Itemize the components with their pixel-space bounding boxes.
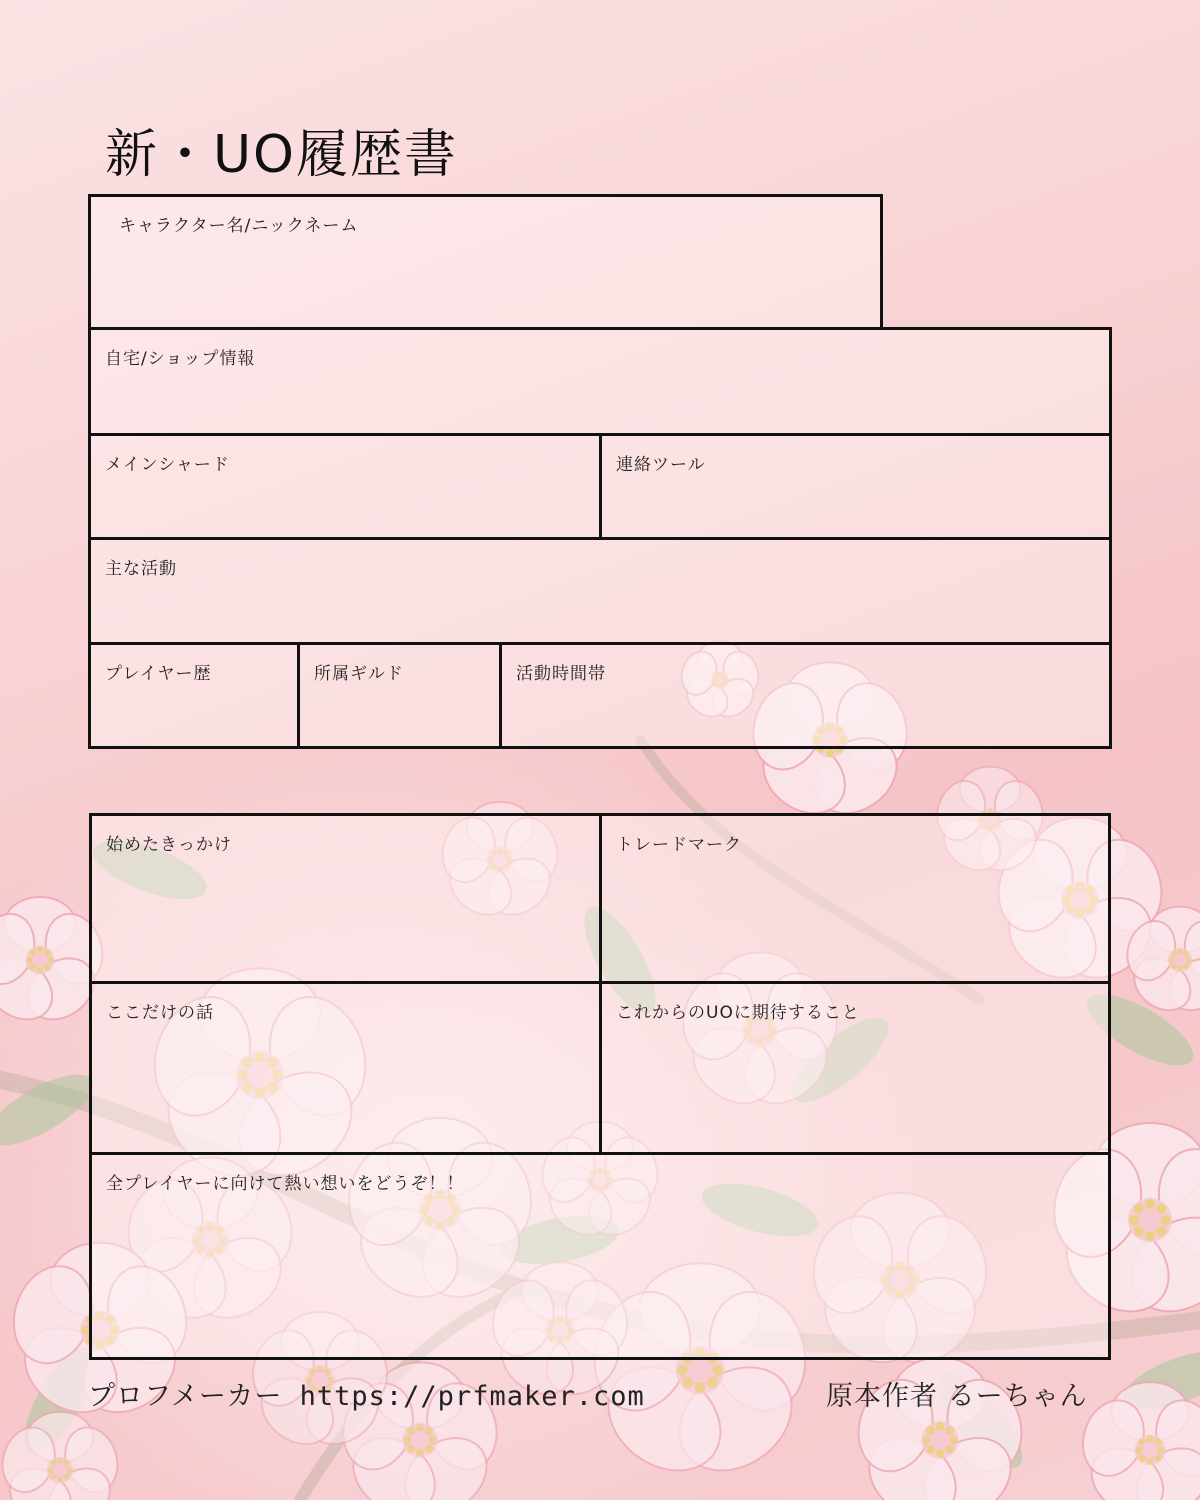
field-label: ここだけの話 — [106, 1003, 214, 1023]
field-label: 連絡ツール — [616, 455, 706, 475]
field-label: 所属ギルド — [314, 664, 404, 684]
field-main-shard[interactable] — [88, 433, 602, 540]
footer-maker-link[interactable]: プロフメーカー https://prfmaker.com — [88, 1381, 645, 1412]
field-home-shop[interactable] — [88, 327, 1112, 436]
field-trigger[interactable] — [89, 813, 602, 984]
field-guild[interactable] — [297, 642, 502, 749]
field-label: プレイヤー歴 — [105, 664, 212, 684]
field-label: キャラクター名/ニックネーム — [119, 216, 359, 236]
field-label: 主な活動 — [105, 559, 177, 579]
field-active-hours[interactable] — [499, 642, 1112, 749]
field-trademark[interactable] — [599, 813, 1111, 984]
field-label: トレードマーク — [616, 835, 742, 855]
field-expectations[interactable] — [599, 981, 1111, 1155]
field-player-history[interactable] — [88, 642, 300, 749]
field-label: 全プレイヤーに向けて熱い想いをどうぞ！！ — [106, 1174, 465, 1194]
page-title: 新・UO履歴書 — [105, 125, 458, 185]
field-label: 自宅/ショップ情報 — [105, 349, 256, 369]
field-label: 活動時間帯 — [516, 664, 606, 684]
field-main-activity[interactable] — [88, 537, 1112, 645]
field-label: 始めたきっかけ — [106, 835, 232, 855]
field-label: これからのUOに期待すること — [616, 1003, 860, 1023]
field-message[interactable] — [89, 1152, 1111, 1360]
footer-author: 原本作者 るーちゃん — [826, 1381, 1088, 1412]
field-character-name[interactable] — [88, 194, 883, 330]
field-secret-story[interactable] — [89, 981, 602, 1155]
field-label: メインシャード — [105, 455, 230, 475]
field-contact-tool[interactable] — [599, 433, 1112, 540]
